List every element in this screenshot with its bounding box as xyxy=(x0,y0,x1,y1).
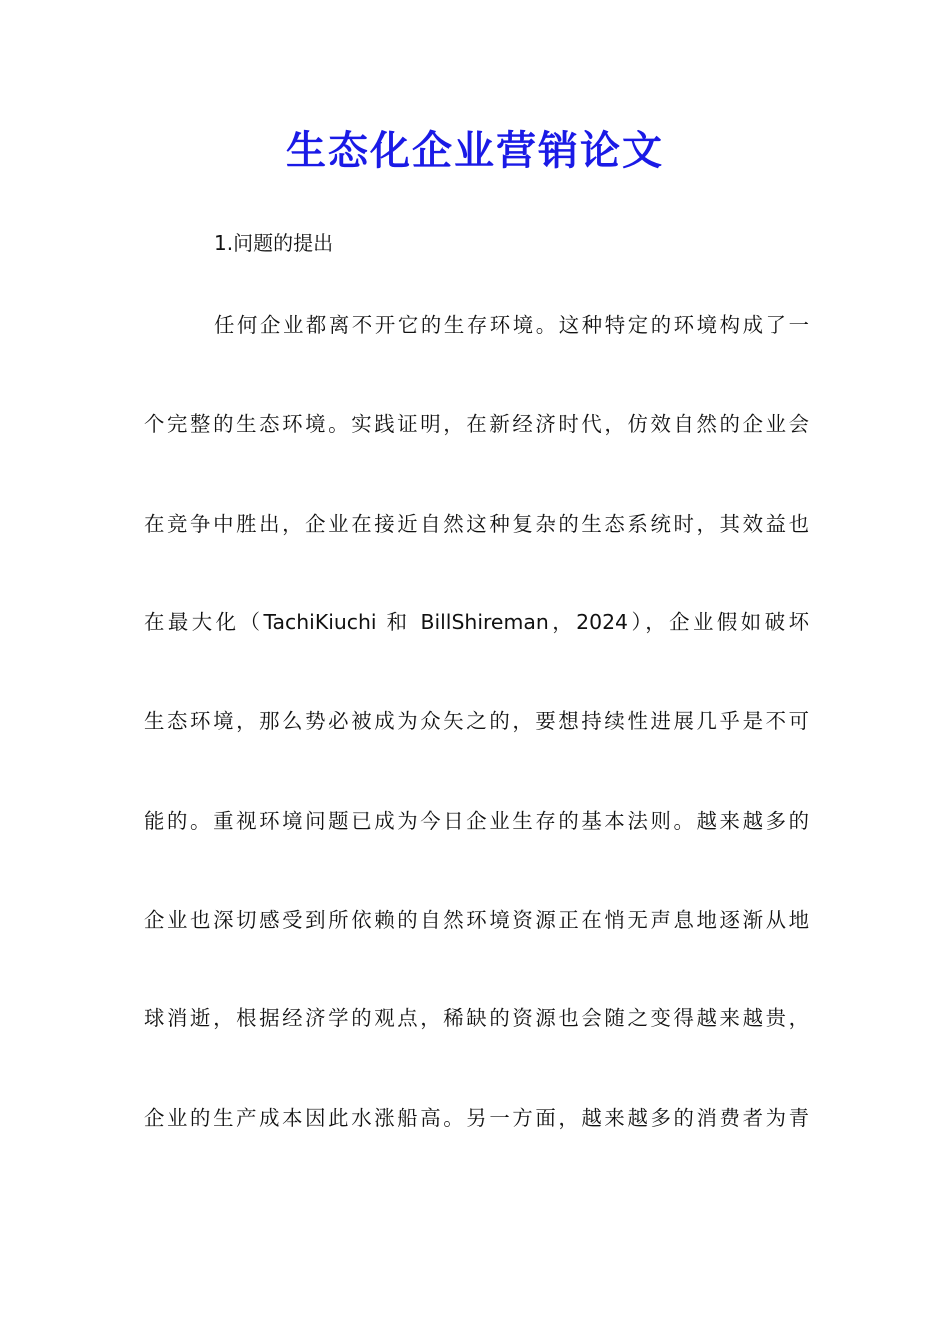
paragraph-line: 生态环境，那么势必被成为众矢之的，要想持续性进展几乎是不可 xyxy=(144,709,809,733)
paragraph-line: 企业也深切感受到所依赖的自然环境资源正在悄无声息地逐渐从地 xyxy=(144,908,809,932)
paragraph-line: 球消逝，根据经济学的观点，稀缺的资源也会随之变得越来越贵， xyxy=(144,1006,809,1030)
paragraph-line: 个完整的生态环境。实践证明，在新经济时代，仿效自然的企业会 xyxy=(144,412,809,436)
paragraph-line: 在最大化（TachiKiuchi 和 BillShireman，2024），企业假如破坏 xyxy=(144,610,809,634)
document-title: 生态化企业营销论文 xyxy=(286,127,664,174)
section-heading: 1.问题的提出 xyxy=(214,231,334,255)
paragraph-line: 能的。重视环境问题已成为今日企业生存的基本法则。越来越多的 xyxy=(144,809,809,833)
paragraph-line: 任何企业都离不开它的生存环境。这种特定的环境构成了一 xyxy=(214,313,809,337)
paragraph-line: 在竞争中胜出，企业在接近自然这种复杂的生态系统时，其效益也 xyxy=(144,512,809,536)
paragraph-line: 企业的生产成本因此水涨船高。另一方面，越来越多的消费者为青 xyxy=(144,1106,809,1130)
